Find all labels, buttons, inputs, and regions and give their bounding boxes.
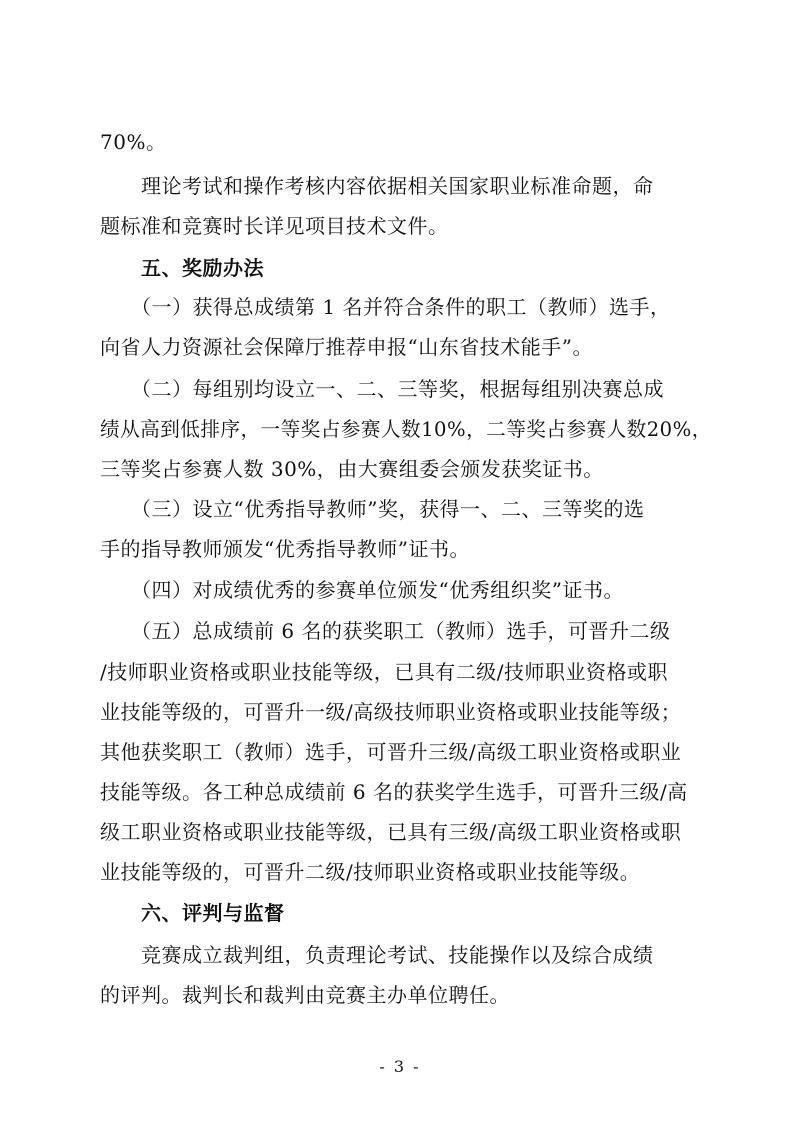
paragraph-line: 级工职业资格或职业技能等级，已具有三级/高级工职业资格或职: [100, 820, 682, 844]
paragraph-line: 手的指导教师颁发“优秀指导教师”证书。: [100, 537, 470, 561]
paragraph-line: 绩从高到低排序，一等奖占参赛人数10%，二等奖占参赛人数20%，: [100, 417, 712, 441]
paragraph-line: 业技能等级的，可晋升二级/技师职业资格或职业技能等级。: [100, 860, 641, 884]
page-number: - 3 -: [379, 1057, 421, 1076]
paragraph-line: 其他获奖职工（教师）选手，可晋升三级/高级工职业资格或职业: [100, 740, 682, 764]
paragraph-line: 业技能等级的，可晋升一级/高级技师职业资格或职业技能等级；: [100, 700, 682, 724]
paragraph-line: 题标准和竞赛时长详见项目技术文件。: [100, 214, 449, 238]
paragraph-line: /技师职业资格或职业技能等级，已具有二级/技师职业资格或职: [100, 660, 668, 684]
paragraph-line: 竞赛成立裁判组，负责理论考试、技能操作以及综合成绩: [100, 943, 654, 967]
section-heading-rewards: 五、奖励办法: [100, 256, 264, 280]
paragraph-line: 70%。: [100, 130, 167, 154]
paragraph-line: （三）设立“优秀指导教师”奖，获得一、二、三等奖的选: [100, 497, 645, 521]
section-heading-judging: 六、评判与监督: [100, 901, 285, 925]
paragraph-line: （二）每组别均设立一、二、三等奖，根据每组别决赛总成: [100, 377, 664, 401]
paragraph-line: 的评判。裁判长和裁判由竞赛主办单位聘任。: [100, 983, 510, 1007]
paragraph-line: 技能等级。各工种总成绩前 6 名的获奖学生选手，可晋升三级/高: [100, 780, 688, 804]
paragraph-line: （一）获得总成绩第 1 名并符合条件的职工（教师）选手，: [100, 295, 671, 319]
paragraph-line: 三等奖占参赛人数 30%，由大赛组委会颁发获奖证书。: [100, 457, 604, 481]
paragraph-line: （四）对成绩优秀的参赛单位颁发“优秀组织奖”证书。: [100, 578, 624, 602]
paragraph-line: 理论考试和操作考核内容依据相关国家职业标准命题，命: [100, 174, 654, 198]
paragraph-line: （五）总成绩前 6 名的获奖职工（教师）选手，可晋升二级: [100, 619, 671, 643]
paragraph-line: 向省人力资源社会保障厅推荐申报“山东省技术能手”。: [100, 335, 593, 359]
